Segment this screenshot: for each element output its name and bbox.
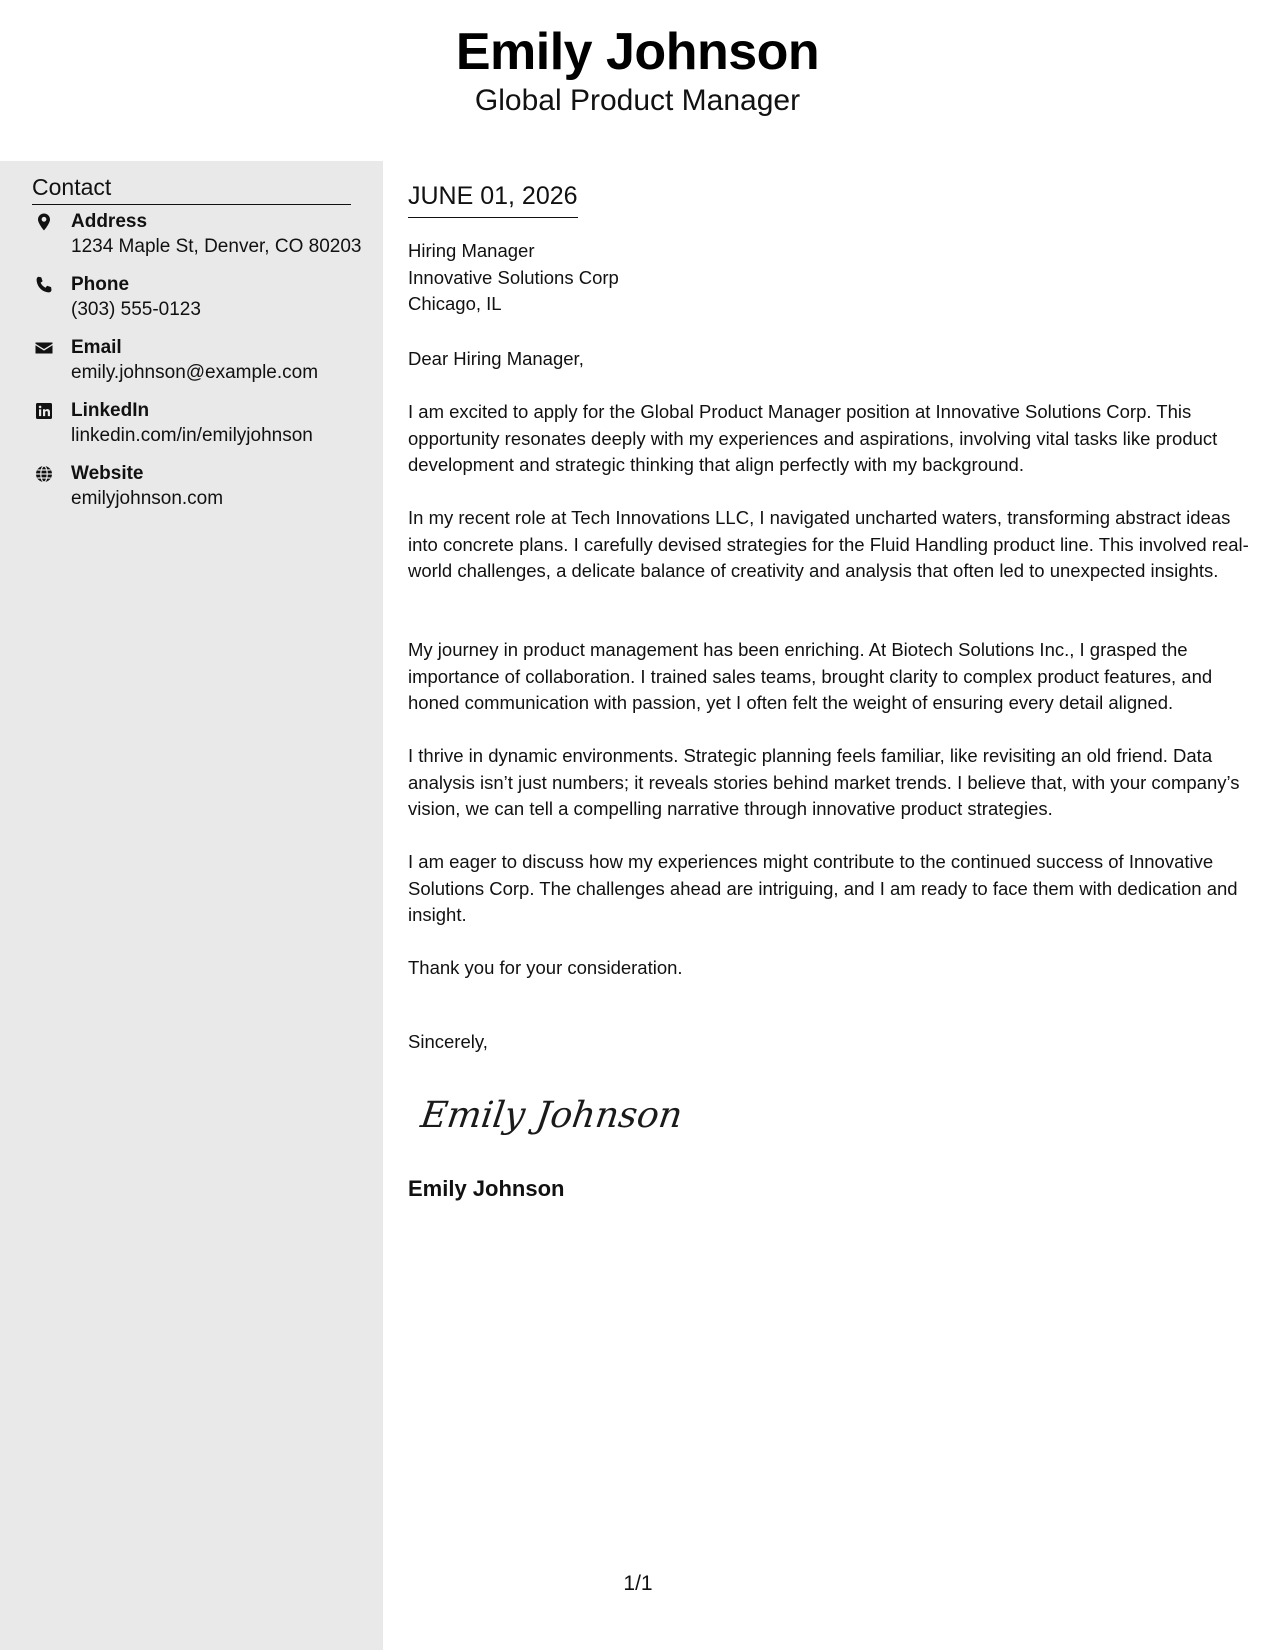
contact-item-address <box>32 209 362 265</box>
body-paragraph: I am eager to discuss how my experiences might contribute to the continued success of Innovative Solutions Corp. The challenges ahead are intriguing, and I am ready to face them with dedication and insight. <box>408 851 1238 925</box>
envelope-icon <box>34 338 54 358</box>
body-paragraph: My journey in product management has been enriching. At Biotech Solutions Inc., I grasped the importance of collaboration. I trained sales teams, brought clarity to complex product features, and honed communication with passion, yet I often felt the weight of ensuring every detail aligned. <box>408 639 1213 713</box>
email-value: emily.johnson@example.com <box>71 362 319 383</box>
contact-item-email <box>32 335 362 391</box>
linkedin-value: linkedin.com/in/emilyjohnson <box>71 425 313 446</box>
website-value: emilyjohnson.com <box>71 488 224 509</box>
salutation: Dear Hiring Manager, <box>408 348 584 369</box>
contact-item-website <box>32 461 362 517</box>
phone-value: (303) 555-0123 <box>71 299 201 320</box>
body-paragraph: Thank you for your consideration. <box>408 957 683 978</box>
body-paragraph: In my recent role at Tech Innovations LLC, I navigated uncharted waters, transforming abstract ideas into concrete plans. I carefully devised strategies for the Fluid Handling product line. This involved real-world challenges, a delicate balance of creativity and analysis that often led to unexpected insights. <box>408 507 1249 581</box>
body-paragraph: I thrive in dynamic environments. Strategic planning feels familiar, like revisiting an old friend. Data analysis isn’t just numbers; it reveals stories behind market trends. I believe that, with your company’s vision, we can tell a compelling narrative through innovative product strategies. <box>408 745 1240 819</box>
recipient-line: Hiring Manager <box>408 240 535 261</box>
contact-label: Address <box>71 211 148 232</box>
closing: Sincerely, <box>408 1031 488 1052</box>
signature-text: Emily Johnson <box>418 1093 686 1136</box>
contact-label: Website <box>71 463 144 484</box>
contact-label: LinkedIn <box>71 400 150 421</box>
phone-icon <box>34 275 54 295</box>
applicant-name: Emily Johnson <box>455 23 820 81</box>
document-header <box>0 0 1275 160</box>
body-paragraph: I am excited to apply for the Global Product Manager position at Innovative Solutions Corp. This opportunity resonates deeply with my experiences and aspirations, involving vital tasks like product development and strategic thinking that align perfectly with my background. <box>408 401 1218 475</box>
recipient-block <box>408 238 619 318</box>
globe-icon <box>34 464 54 484</box>
contact-label: Phone <box>71 274 130 295</box>
applicant-title: Global Product Manager <box>474 84 801 117</box>
linkedin-icon <box>34 401 54 421</box>
map-pin-icon <box>34 212 54 232</box>
recipient-line: Chicago, IL <box>408 293 502 314</box>
page-number: 1/1 <box>623 1572 653 1595</box>
handwritten-signature <box>418 1081 686 1145</box>
contact-heading: Contact <box>32 173 351 205</box>
letter-date: JUNE 01, 2026 <box>408 180 578 218</box>
contact-sidebar <box>0 161 383 1650</box>
contact-item-linkedin <box>32 398 362 454</box>
signature-name: Emily Johnson <box>408 1176 565 1201</box>
address-value: 1234 Maple St, Denver, CO 80203 <box>71 236 362 257</box>
recipient-line: Innovative Solutions Corp <box>408 266 619 288</box>
contact-item-phone <box>32 272 362 328</box>
contact-label: Email <box>71 337 122 358</box>
